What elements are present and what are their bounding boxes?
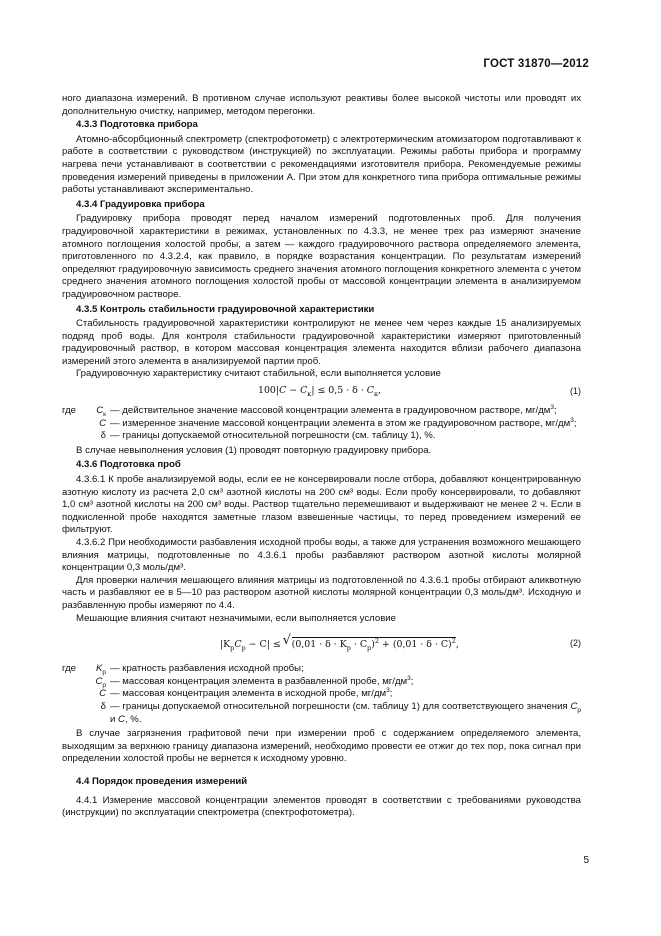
formula-2	[62, 627, 581, 661]
paragraph-4-3-6-4: Мешающие влияния считают незначимыми, если выполняется условие	[76, 612, 396, 624]
formula-2-expression: $|K_рC_р - C|$ ≤ √ $(0,01 \cdot \delta \cdot K_р \cdot C_р)^2 + (0,01 \cdot \delta \cdot C)^2$,	[220, 633, 459, 653]
formula-1	[62, 381, 581, 403]
page-number: 5	[583, 855, 589, 866]
section-heading-4-4: 4.4 Порядок проведения измерений	[76, 775, 248, 787]
definition-item: где $C_к$ — действительное значение массовой концентрации элемента в градуировочном растворе, $мг/дм^3$;	[62, 403, 557, 418]
intro-paragraph: ного диапазона измерений. В противном случае используют реактивы более высокой чистоты или проводят их дополнительную очистку, например, методом перегонки.	[62, 93, 581, 117]
paragraph-4-3-3: Атомно-абсорбционный спектрометр (спектрофотометр) с электротермическим атомизатором подготавливают к работе в соответствии с руководством (инструкцией) по эксплуатации. Режимы работы прибора и программу нагрева печи устанавливают в соответствии с рекомендациями изготовителя прибора. Рекомендуемые режимы проведения измерений приведены в приложении А. При этом для конкретного типа прибора оптимальные режимы работы устанавливают экспериментально.	[62, 133, 581, 196]
formula-1-definitions	[62, 405, 581, 443]
formula-2-number: (2)	[570, 638, 581, 649]
paragraph-4-3-6-3: Для проверки наличия мешающего влияния матрицы из подготовленной по 4.3.6.1 пробы отбирают аликвотную часть и разбавляют ее в 5—10 раз раствором азотной кислоты молярной концентрации 0,3 моль/дм³. Исходную и разбавленную пробы измеряют по 4.4.	[62, 574, 581, 611]
definition-item: C — измеренное значение массовой концентрации элемента в этом же градуировочном растворе, $мг/дм^3$;	[99, 416, 577, 429]
section-heading-4-3-3: 4.3.3 Подготовка прибора	[76, 119, 198, 131]
definition-item: δ — границы допускаемой относительной погрешности (см. таблицу 1) для соответствующего значения $C_р$ и C, %.	[100, 700, 581, 725]
definition-item: C — массовая концентрация элемента в исходной пробе, $мг/дм^3$;	[99, 687, 393, 700]
paragraph-4-3-5-a: Стабильность градуировочной характеристики контролируют не менее чем через каждые 15 анализируемых подряд проб воды. Для контроля стабильности градуировочной характеристики измеряют приготовленный градуировочный раствор, в котором массовая концентрация элемента находится вблизи рабочего диапазона измерений этого элемента в анализируемой партии проб.	[62, 318, 581, 367]
page-body	[62, 93, 581, 820]
paragraph-4-3-6-2: 4.3.6.2 При необходимости разбавления исходной пробы воды, а также для устранения возможного мешающего влияния матрицы, подготовленные по 4.3.6.1 пробы разбавляют раствором азотной кислоты молярной концентрации 0,3 моль/дм³.	[62, 537, 581, 574]
definition-item: где $K_р$ — кратность разбавления исходной пробы;	[62, 663, 304, 677]
document-code: ГОСТ 31870—2012	[483, 58, 589, 70]
paragraph-4-4-1: 4.4.1 Измерение массовой концентрации элементов проводят в соответствии с требованиями руководства (инструкции) по эксплуатации спектрометра (спектрофотометра).	[62, 794, 581, 819]
paragraph-4-3-5-c: В случае невыполнения условия (1) проводят повторную градуировку прибора.	[76, 444, 432, 456]
paragraph-4-3-5-b: Градуировочную характеристику считают стабильной, если выполняется условие	[76, 368, 441, 380]
formula-1-expression: $100|C - C_к| \le 0,5 \cdot \delta \cdot C_к$,	[258, 385, 381, 398]
definition-item: δ — границы допускаемой относительной погрешности (см. таблицу 1), %.	[100, 430, 436, 442]
paragraph-4-3-4: Градуировку прибора проводят перед началом измерений подготовленных проб. Для получения градуировочной характеристики в режимах, установленных по 4.3.3, не менее трех раз измеряют значение атомного поглощения холостой пробы, а затем — каждого градуировочного раствора определяемого элемента, приготовленного по 4.3.2.4, как правило, в порядке возрастания концентрации. По результатам измерений определяют градуировочную зависимость среднего значения атомного поглощения конкретного элемента с учетом среднего значения атомного поглощения холостой пробы от массовой концентрации элемента в анализируемом градуировочном растворе.	[62, 213, 581, 300]
definition-item: $C_р$ — массовая концентрация элемента в разбавленной пробе, $мг/дм^3$;	[95, 674, 414, 689]
paragraph-4-3-6-1: 4.3.6.1 К пробе анализируемой воды, если ее не консервировали после отбора, добавляют концентрированную азотную кислоту из расчета 2,0 см³ азотной кислоты на 200 см³ воды. Если пробу консервировали, то добавляют 1,0 см³ азотной кислоты на 200 см³ воды. Раствор тщательно перемешивают и выдерживают не менее 2 ч. Если в подкисленной пробе находятся заметные глазом взвешенные частицы, то перед проведением измерений ее фильтруют.	[62, 474, 581, 536]
paragraph-4-3-6-5: В случае загрязнения графитовой печи при измерении проб с содержанием определяемого элемента, выходящим за верхнюю границу диапазона измерений, необходимо провести ее отжиг до тех пор, пока сигнал при определении холостой пробы не вернется к исходному уровню.	[62, 728, 581, 765]
section-heading-4-3-6: 4.3.6 Подготовка проб	[76, 459, 181, 471]
formula-2-definitions	[62, 663, 581, 726]
section-heading-4-3-4: 4.3.4 Градуировка прибора	[76, 198, 205, 210]
formula-1-number: (1)	[570, 386, 581, 397]
section-heading-4-3-5: 4.3.5 Контроль стабильности градуировочной характеристики	[76, 303, 375, 315]
